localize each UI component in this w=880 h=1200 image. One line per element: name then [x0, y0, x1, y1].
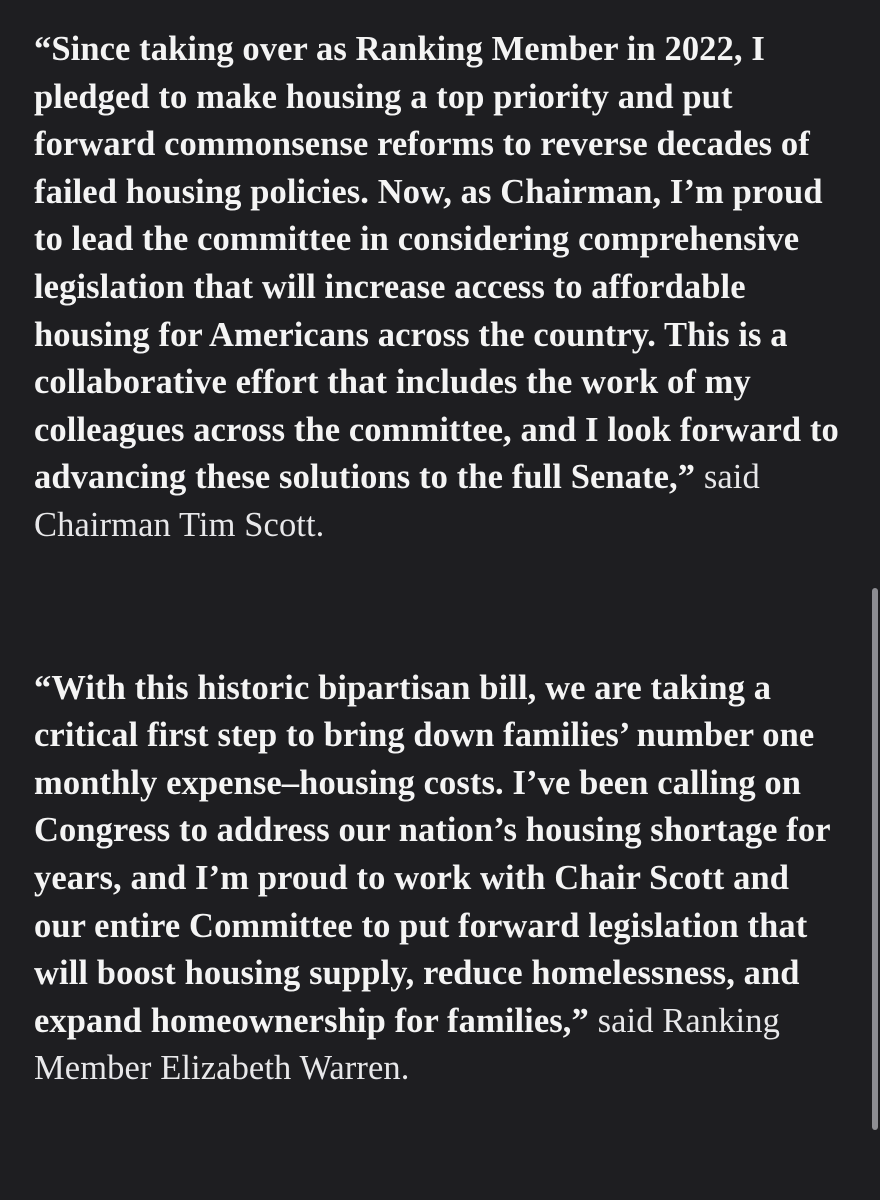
quote-text: “Since taking over as Ranking Member in 2022, I pledged to make housing a top priority and put forward commonsense reforms to reverse decades of failed housing policies. Now, as Chairman, I’m proud to lead the committee in considering comprehensive legislation that will increase access to affordable housing for Americans across the country. This is a collaborative effort that includes the work of my colleagues across the committee, and I look forward to advancing these solutions to the full Senate,” [34, 30, 839, 497]
quote-attribution: said Chairman Tim Scott. [34, 458, 760, 544]
vertical-scrollbar-thumb[interactable] [872, 588, 878, 1130]
quote-paragraph-warren [34, 665, 846, 1093]
quote-attribution: said Ranking Member Elizabeth Warren. [34, 1001, 780, 1088]
quote-text: “With this historic bipartisan bill, we are taking a critical first step to bring down families’ number one monthly expense–housing costs. I’ve been calling on Congress to address our nation’s housing shortage for years, and I’m proud to work with Chair Scott and our entire Committee to put forward legislation that will boost housing supply, reduce homelessness, and expand homeownership for families,” [34, 668, 831, 1040]
article-body [34, 26, 846, 1093]
quote-paragraph-scott [34, 26, 846, 550]
paragraph-gap [34, 550, 846, 665]
